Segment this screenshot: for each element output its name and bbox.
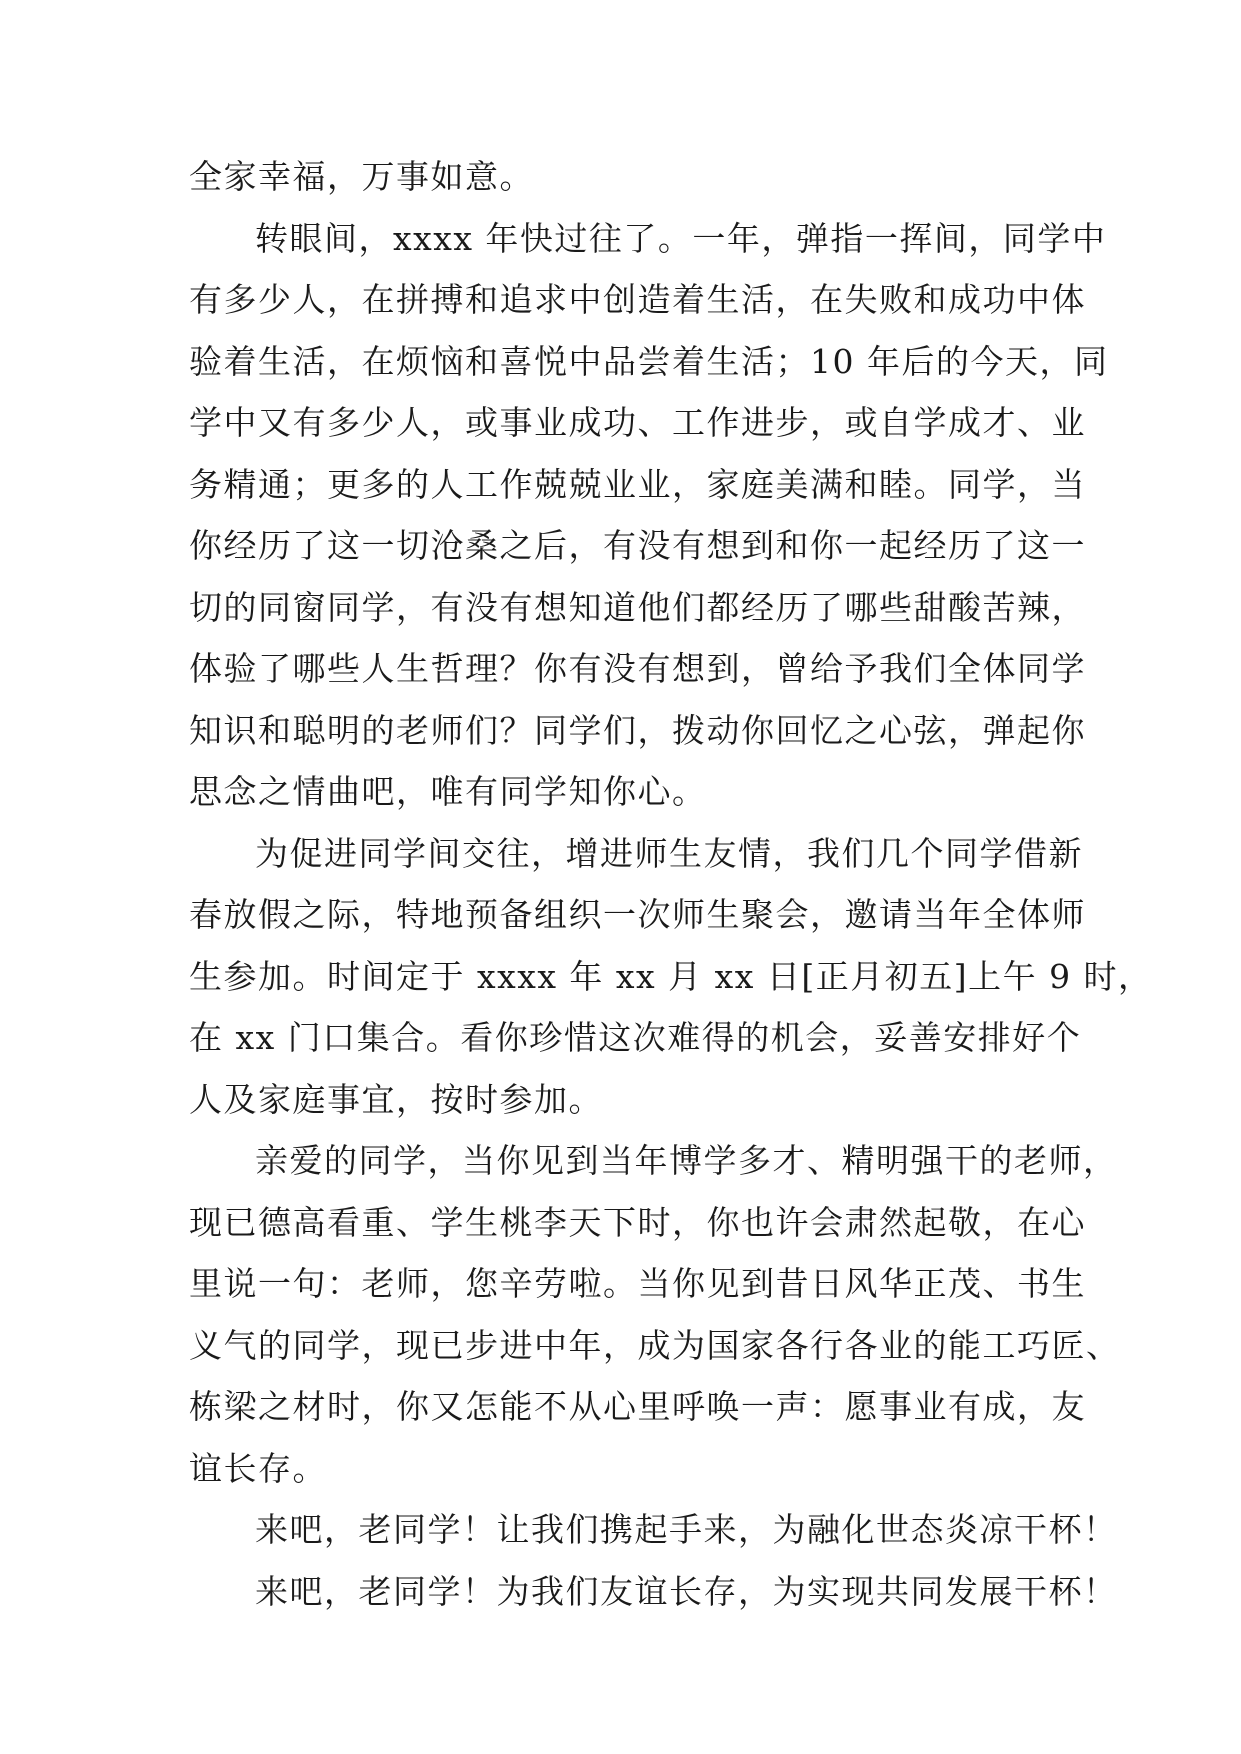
text-line: 学中又有多少人，或事业成功、工作进步，或自学成才、业 xyxy=(189,403,1086,442)
paragraph-toast-2 xyxy=(189,1571,1118,1635)
text-line: 有多少人，在拼搏和追求中创造着生活，在失败和成功中体 xyxy=(189,280,1086,319)
text-line: 你经历了这一切沧桑之后，有没有想到和你一起经历了这一 xyxy=(189,526,1086,565)
text-line: 务精通；更多的人工作兢兢业业，家庭美满和睦。同学，当 xyxy=(189,464,1086,504)
text-line: 思念之情曲吧，唯有同学知你心。 xyxy=(189,772,707,811)
paragraph-toast-1 xyxy=(189,1510,1118,1573)
text-line: 人及家庭事宜，按时参加。 xyxy=(189,1079,603,1119)
text-line: 在 xx 门口集合。看你珍惜这次难得的机会，妥善安排好个 xyxy=(189,1018,1082,1057)
paragraph-greeting-teachers xyxy=(189,1141,1121,1511)
text-line: 转眼间，xxxx 年快过往了。一年，弹指一挥间，同学中 xyxy=(255,218,1107,258)
text-line: 切的同窗同学，有没有想知道他们都经历了哪些甜酸苦辣， xyxy=(189,587,1086,627)
text-line: 里说一句：老师，您辛劳啦。当你见到昔日风华正茂、书生 xyxy=(189,1264,1086,1303)
text-line: 验着生活，在烦恼和喜悦中品尝着生活；10 年后的今天，同 xyxy=(189,341,1109,381)
text-line: 谊长存。 xyxy=(189,1448,327,1488)
text-line: 来吧，老同学！让我们携起手来，为融化世态炎凉干杯！ xyxy=(255,1510,1118,1549)
text-line: 生参加。时间定于 xxxx 年 xx 月 xx 日[正月初五]上午 9 时， xyxy=(189,956,1153,996)
document-body xyxy=(189,157,1153,1634)
text-line: 义气的同学，现已步进中年，成为国家各行各业的能工巧匠、 xyxy=(189,1325,1121,1365)
text-line: 栋梁之材时，你又怎能不从心里呼唤一声：愿事业有成，友 xyxy=(189,1387,1086,1426)
paragraph-invitation xyxy=(189,833,1153,1143)
text-line: 体验了哪些人生哲理？你有没有想到，曾给予我们全体同学 xyxy=(189,649,1086,688)
paragraph-reflection xyxy=(189,218,1109,835)
text-line: 春放假之际，特地预备组织一次师生聚会，邀请当年全体师 xyxy=(189,895,1086,934)
text-line: 知识和聪明的老师们？同学们，拨动你回忆之心弦，弹起你 xyxy=(189,710,1086,750)
text-line: 来吧，老同学！为我们友谊长存，为实现共同发展干杯！ xyxy=(255,1571,1118,1611)
text-line: 亲爱的同学，当你见到当年博学多才、精明强干的老师， xyxy=(255,1141,1118,1180)
paragraph-greeting xyxy=(189,158,1055,220)
text-line: 为促进同学间交往，增进师生友情，我们几个同学借新 xyxy=(255,833,1083,873)
text-line: 现已德高看重、学生桃李天下时，你也许会肃然起敬，在心 xyxy=(189,1202,1086,1242)
text-line: 全家幸福，万事如意。 xyxy=(189,157,534,196)
